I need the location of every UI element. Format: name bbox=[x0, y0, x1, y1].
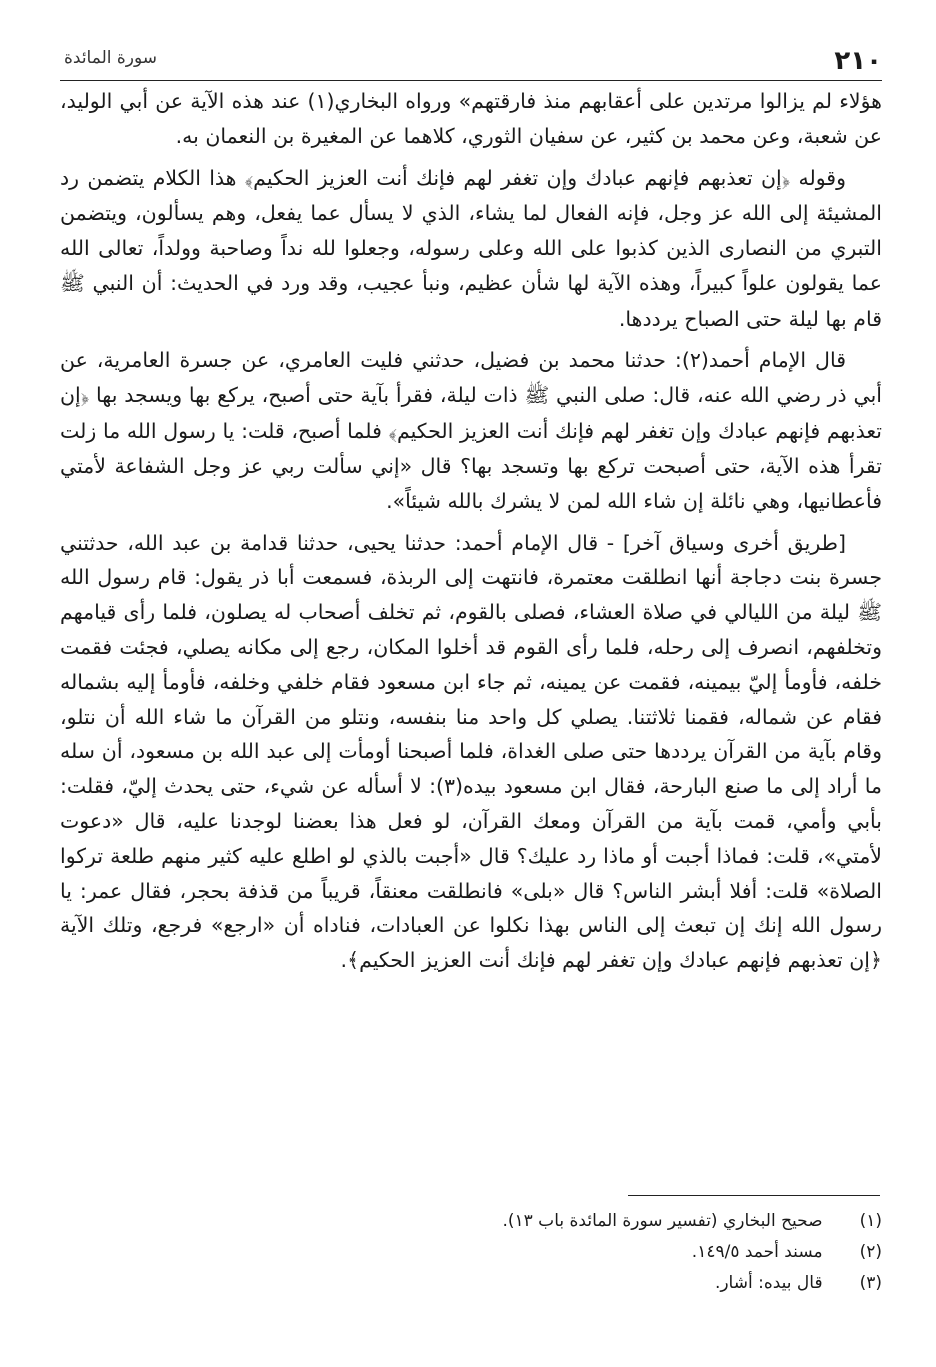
main-text bbox=[60, 84, 882, 984]
page-header bbox=[60, 44, 882, 81]
page-number: ٢١٠ bbox=[834, 46, 882, 76]
footnote-number: (٣) bbox=[859, 1273, 882, 1293]
footnotes bbox=[60, 1206, 882, 1299]
footnote-text: صحيح البخاري (تفسير سورة المائدة باب ١٣). bbox=[502, 1211, 823, 1231]
footnote-number: (٢) bbox=[859, 1242, 882, 1262]
footnote-item bbox=[60, 1268, 882, 1299]
running-title: سورة المائدة bbox=[64, 48, 158, 68]
footnote-text: قال بيده: أشار. bbox=[714, 1273, 823, 1293]
footnote-number: (١) bbox=[859, 1211, 882, 1231]
paragraph-verse-commentary: وقوله ﴿إن تعذبهم فإنهم عبادك وإن تغفر لهم فإنك أنت العزيز الحكيم﴾ هذا الكلام يتضمن رد المشيئة إلى الله عز وجل، فإنه الفعال لما يشاء، الذي لا يسأل عما يفعل، وهم يسألون، ويتضمن التبري من النصارى الذين كذبوا على الله وعلى رسوله، وجعلوا لله نداً وصاحبة وولداً، تعالى الله عما يقولون علواً كبيراً، وهذه الآية لها شأن عظيم، ونبأ عجيب، وقد ورد في الحديث: أن النبي ﷺ قام بها ليلة حتى الصباح يرددها. bbox=[60, 165, 882, 331]
paragraph-ahmad-hadith: قال الإمام أحمد(٢): حدثنا محمد بن فضيل، حدثني فليت العامري، عن جسرة العامرية، عن أبي ذر رضي الله عنه، قال: صلى النبي ﷺ ذات ليلة، فقرأ بآية حتى أصبح، يركع بها ويسجد بها ﴿إن تعذبهم فإنهم عبادك وإن تغفر لهم فإنك أنت العزيز الحكيم﴾ فلما أصبح، قلت: يا رسول الله ما زلت تقرأ هذه الآية، حتى أصبحت تركع بها وتسجد بها؟ قال «إني سألت ربي عز وجل الشفاعة لأمتي فأعطانيها، وهي نائلة إن شاء الله لمن لا يشرك بالله شيئاً». bbox=[60, 348, 882, 514]
paragraph-another-chain: [طريق أخرى وسياق آخر] - قال الإمام أحمد: حدثنا يحيى، حدثنا قدامة بن عبد الله، حدثتني جسرة بنت دجاجة أنها انطلقت معتمرة، فانتهت إلى الربذة، فسمعت أبا ذر يقول: قام رسول الله ﷺ ليلة من الليالي في صلاة العشاء، فصلى بالقوم، ثم تخلف أصحاب له يصلون، فلما رأى قيامهم وتخلفهم، انصرف إلى رحله، فلما رأى القوم قد أخلوا المكان، رجع إلى مكانه يصلي، فجئت فقمت خلفه، فأومأ إليّ بيمينه، فقمت عن يمينه، ثم جاء ابن مسعود فقام خلفي وخلفه، فأومأ إليه بشماله فقام عن شماله، فقمنا ثلاثتنا. يصلي كل واحد منا بنفسه، ونتلو من القرآن ما شاء الله أن نتلو، وقام بآية من القرآن يرددها حتى صلى الغداة، فلما أصبحنا أومأت إلى عبد الله بن مسعود، أن سله ما أراد إلى ما صنع البارحة، فقال ابن مسعود بيده(٣): لا أسأله عن شيء، حتى يحدث إليّ، فقلت: بأبي وأمي، قمت بآية من القرآن ومعك القرآن، لو فعل هذا بعضنا لوجدنا عليه، قال «دعوت لأمتي»، قلت: فماذا أجبت أو ماذا رد عليك؟ قال «أجبت بالذي لو اطلع عليه كثير منهم طلعة تركوا الصلاة» قلت: أفلا أبشر الناس؟ قال «بلى» فانطلقت معنقاً، قريباً من قذفة بحجر، فقال عمر: يا رسول الله إنك إن تبعث إلى الناس بهذا نكلوا عن العبادات، فناداه أن «ارجع» فرجع، وتلك الآية ﴿إن تعذبهم فإنهم عبادك وإن تغفر لهم فإنك أنت العزيز الحكيم﴾. bbox=[60, 530, 882, 973]
footnote-text: مسند أحمد ١٤٩/٥. bbox=[691, 1242, 823, 1262]
paragraph-bukhari-narration: هؤلاء لم يزالوا مرتدين على أعقابهم منذ فارقتهم» ورواه البخاري(١) عند هذه الآية عن أبي الوليد، عن شعبة، وعن محمد بن كثير، عن سفيان الثوري، كلاهما عن المغيرة بن النعمان به. bbox=[60, 89, 882, 149]
footnote-item bbox=[60, 1237, 882, 1268]
footnote-divider bbox=[628, 1195, 880, 1196]
footnote-item bbox=[60, 1206, 882, 1237]
